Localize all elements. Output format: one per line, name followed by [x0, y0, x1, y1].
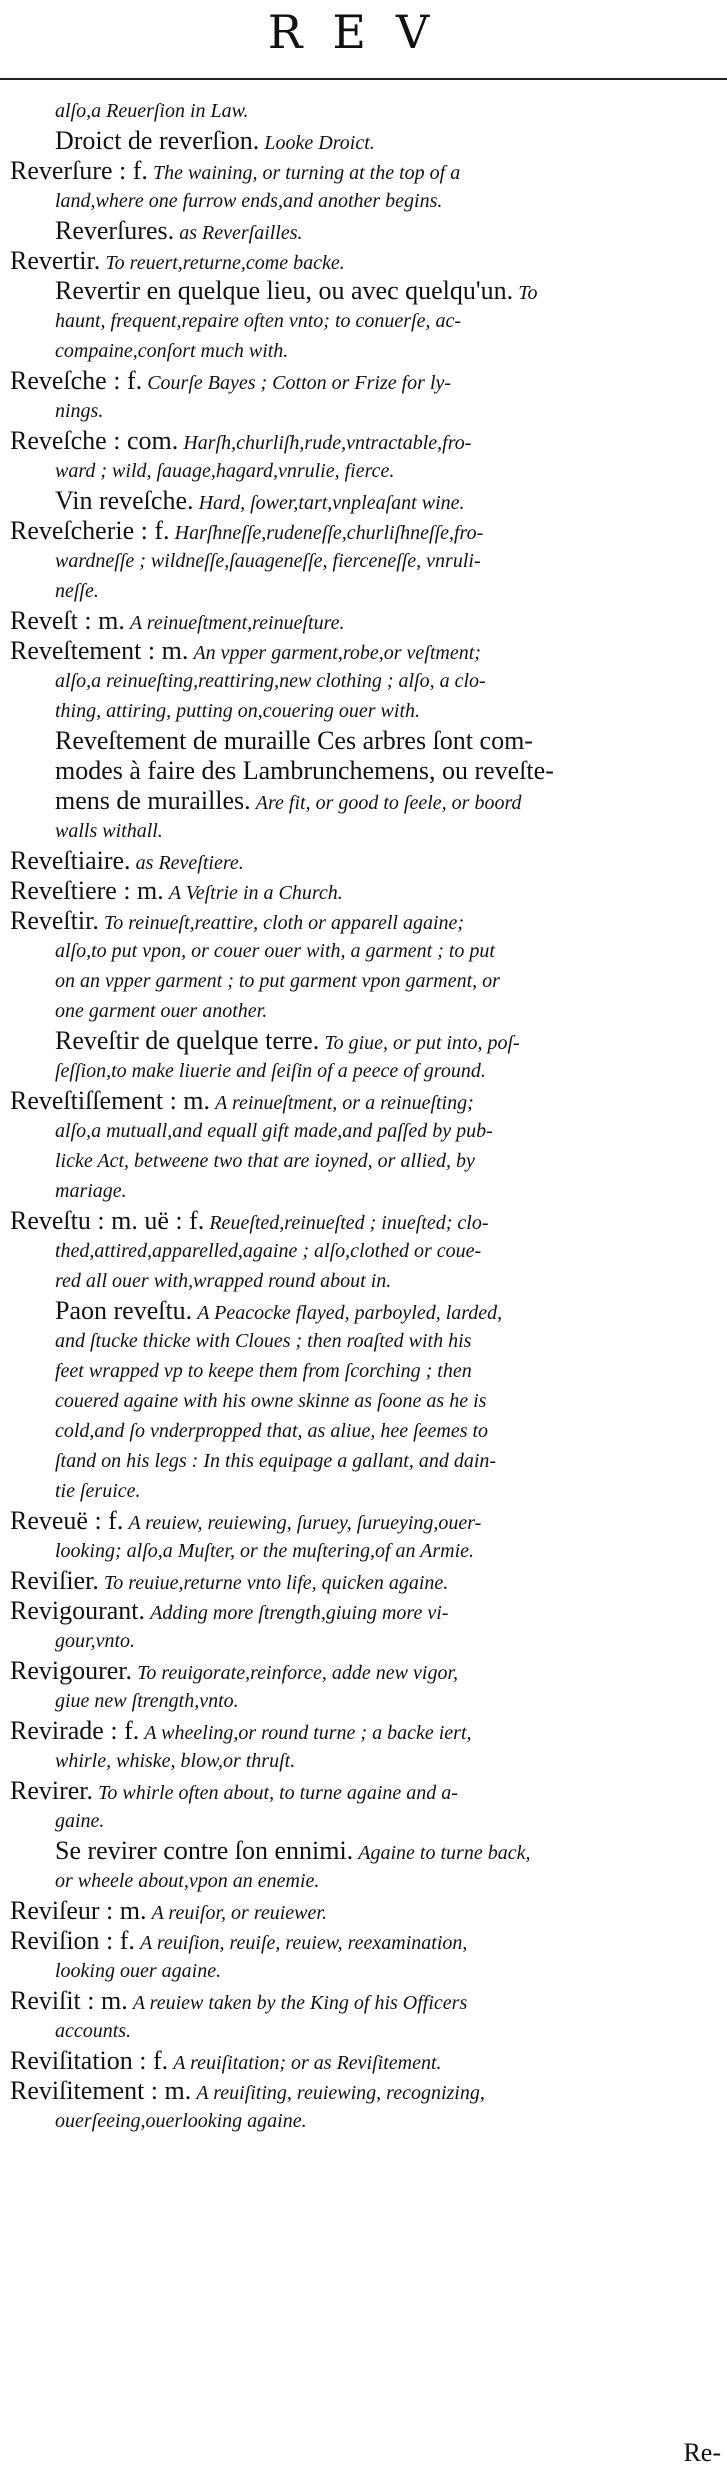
definition-text: wardneſſe ; wildneſſe,ſauageneſſe, fierceneſſe, vnruli-: [55, 550, 481, 572]
headword: Reverſure : f.: [10, 156, 148, 185]
dictionary-entry: [10, 276, 720, 366]
headword: Revertir.: [10, 246, 101, 275]
definition-text: whirle, whiske, blow,or thruſt.: [55, 1750, 296, 1772]
headword: Revigourer.: [10, 1656, 133, 1685]
entry-line: [10, 1626, 720, 1656]
headword: Reveſtement : m.: [10, 636, 189, 665]
definition-text: as Reveſtiere.: [135, 852, 244, 874]
dictionary-entry: [10, 1926, 720, 1986]
headword: Reviſitement : m.: [10, 2076, 192, 2105]
definition-text: one garment ouer another.: [55, 1000, 268, 1022]
entry-line: [10, 1206, 720, 1236]
entry-line: [10, 1506, 720, 1536]
entry-line: [10, 1476, 720, 1506]
definition-text: ſeſſion,to make liuerie and ſeiſin of a peece of ground.: [55, 1060, 486, 1082]
definition-text: couered againe with his owne skinne as ſoone as he is: [55, 1390, 487, 1412]
dictionary-entry: [10, 1656, 720, 1716]
headword: mens de murailles.: [55, 786, 251, 815]
entry-line: [10, 216, 720, 246]
definition-text: To whirle often about, to turne againe and a-: [98, 1782, 458, 1804]
entry-line: [10, 2016, 720, 2046]
definition-text: licke Act, betweene two that are ioyned, or allied, by: [55, 1150, 475, 1172]
definition-text: thed,attired,apparelled,againe ; alſo,clothed or coue-: [55, 1240, 482, 1262]
definition-text: A reuiew, reuiewing, ſuruey, ſurueying,ouer-: [128, 1512, 482, 1534]
headword: Reviſier.: [10, 1566, 99, 1595]
definition-text: giue new ſtrength,vnto.: [55, 1690, 239, 1712]
definition-text: ouerſeeing,ouerlooking againe.: [55, 2110, 307, 2132]
definition-text: To reuiue,returne vnto life, quicken againe.: [103, 1572, 449, 1594]
entry-line: [10, 1776, 720, 1806]
entry-line: [10, 756, 720, 786]
dictionary-entry: [10, 1026, 720, 1086]
headword: Reviſitation : f.: [10, 2046, 169, 2075]
entry-line: [10, 696, 720, 726]
headword: Reveſtir.: [10, 906, 99, 935]
entry-line: [10, 1986, 720, 2016]
definition-text: Courſe Bayes ; Cotton or Frize for ly-: [147, 372, 452, 394]
definition-text: A reuiſor, or reuiewer.: [151, 1902, 327, 1924]
entry-line: [10, 846, 720, 876]
headword: Reveſtiere : m.: [10, 876, 164, 905]
definition-text: ward ; wild, ſauage,hagard,vnrulie, fierce.: [55, 460, 395, 482]
definition-text: A wheeling,or round turne ; a backe iert,: [144, 1722, 472, 1744]
entry-line: [10, 1446, 720, 1476]
definition-text: or wheele about,vpon an enemie.: [55, 1870, 320, 1892]
entry-line: [10, 636, 720, 666]
headword: Reveſche : f.: [10, 366, 143, 395]
definition-text: cold,and ſo vnderpropped that, as aliue, hee ſeemes to: [55, 1420, 489, 1442]
entry-line: [10, 876, 720, 906]
catchword: Re-: [683, 2438, 721, 2467]
definition-text: alſo,to put vpon, or couer ouer with, a garment ; to put: [55, 940, 495, 962]
definition-text: To reuigorate,reinforce, adde new vigor,: [137, 1662, 459, 1684]
entry-line: [10, 516, 720, 546]
entry-line: [10, 1356, 720, 1386]
entry-line: [10, 2106, 720, 2136]
definition-text: walls withall.: [55, 820, 163, 842]
entry-line: [10, 276, 720, 306]
dictionary-entry: [10, 1716, 720, 1776]
definition-text: Adding more ſtrength,giuing more vi-: [150, 1602, 449, 1624]
definition-text: A reuiſiting, reuiewing, recognizing,: [196, 2082, 485, 2104]
definition-text: To giue, or put into, poſ-: [324, 1032, 520, 1054]
entry-line: [10, 426, 720, 456]
definition-text: A Veſtrie in a Church.: [168, 882, 343, 904]
definition-text: To reinueſt,reattire, cloth or apparell againe;: [103, 912, 465, 934]
definition-text: A reinueſtment, or a reinueſting;: [215, 1092, 474, 1114]
definition-text: A reuiew taken by the King of his Officers: [132, 1992, 468, 2014]
entry-line: [10, 1806, 720, 1836]
entry-line: [10, 1686, 720, 1716]
dictionary-entry: [10, 1566, 720, 1596]
definition-text: looking ouer againe.: [55, 1960, 222, 1982]
definition-text: feet wrapped vp to keepe them from ſcorching ; then: [55, 1360, 472, 1382]
definition-text: Hard, ſower,tart,vnpleaſant wine.: [198, 492, 465, 514]
dictionary-entry: [10, 1896, 720, 1926]
entry-line: [10, 1386, 720, 1416]
dictionary-entry: [10, 516, 720, 606]
definition-text: tie ſeruice.: [55, 1480, 141, 1502]
entry-line: [10, 2046, 720, 2076]
dictionary-entry: [10, 2076, 720, 2136]
headword: Reveſtiaire.: [10, 846, 131, 875]
dictionary-entry: [10, 1506, 720, 1566]
entry-line: [10, 1026, 720, 1056]
entry-line: [10, 246, 720, 276]
headword: Revigourant.: [10, 1596, 146, 1625]
definition-text: The waining, or turning at the top of a: [152, 162, 461, 184]
dictionary-entry: [10, 906, 720, 1026]
entry-line: [10, 96, 720, 126]
entry-line: [10, 1116, 720, 1146]
entry-line: [10, 1896, 720, 1926]
entry-line: [10, 366, 720, 396]
page-header: REV: [267, 5, 460, 59]
dictionary-entry: [10, 1086, 720, 1206]
definition-text: alſo,a mutuall,and equall gift made,and paſſed by pub-: [55, 1120, 493, 1142]
entry-line: [10, 1926, 720, 1956]
definition-text: Againe to turne back,: [358, 1842, 531, 1864]
dictionary-entry: [10, 2046, 720, 2076]
entry-line: [10, 2076, 720, 2106]
dictionary-entry: [10, 366, 720, 426]
entry-line: [10, 1266, 720, 1296]
definition-text: A Peacocke flayed, parboyled, larded,: [197, 1302, 503, 1324]
definition-text: Harſhneſſe,rudeneſſe,churliſhneſſe,fro-: [174, 522, 484, 544]
dictionary-entry: [10, 606, 720, 636]
dictionary-entry: [10, 726, 720, 846]
definition-text: looking; alſo,a Muſter, or the muſtering,of an Armie.: [55, 1540, 475, 1562]
dictionary-entry: [10, 1296, 720, 1506]
dictionary-entry: [10, 216, 720, 246]
definition-text: ſtand on his legs : In this equipage a gallant, and dain-: [55, 1450, 497, 1472]
definition-text: gour,vnto.: [55, 1630, 135, 1652]
entry-line: [10, 1716, 720, 1746]
entry-line: [10, 1656, 720, 1686]
dictionary-entry: [10, 156, 720, 216]
entry-line: [10, 726, 720, 756]
entry-line: [10, 666, 720, 696]
definition-text: alſo,a reinueſting,reattiring,new clothing ; alſo, a clo-: [55, 670, 486, 692]
entry-line: [10, 1746, 720, 1776]
headword: Reviſion : f.: [10, 1926, 135, 1955]
entry-line: [10, 906, 720, 936]
definition-text: land,where one furrow ends,and another begins.: [55, 190, 443, 212]
definition-text: alſo,a Reuerſion in Law.: [55, 100, 249, 122]
headword: Se revirer contre ſon ennimi.: [55, 1836, 354, 1865]
definition-text: nings.: [55, 400, 104, 422]
definition-text: neſſe.: [55, 580, 99, 602]
dictionary-entry: [10, 1986, 720, 2046]
headword: Paon reveſtu.: [55, 1296, 193, 1325]
entry-line: [10, 786, 720, 816]
definition-text: haunt, frequent,repaire often vnto; to conuerſe, ac-: [55, 310, 462, 332]
headword: Reveſtir de quelque terre.: [55, 1026, 320, 1055]
entry-line: [10, 546, 720, 576]
entry-line: [10, 1176, 720, 1206]
definition-text: on an vpper garment ; to put garment vpon garment, or: [55, 970, 500, 992]
headword: Reveuë : f.: [10, 1506, 124, 1535]
dictionary-entry: [10, 1836, 720, 1896]
definition-text: and ſtucke thicke with Cloues ; then roaſted with his: [55, 1330, 472, 1352]
definition-text: A reuiſitation; or as Reviſitement.: [173, 2052, 442, 2074]
headword: Reveſtiſſement : m.: [10, 1086, 211, 1115]
entry-line: [10, 1056, 720, 1086]
definition-text: A reinueſtment,reinueſture.: [129, 612, 345, 634]
entry-line: [10, 306, 720, 336]
entry-line: [10, 1236, 720, 1266]
header-rule: [0, 78, 727, 80]
entry-line: [10, 996, 720, 1026]
entry-line: [10, 1296, 720, 1326]
definition-text: Looke Droict.: [264, 132, 375, 154]
entry-line: [10, 606, 720, 636]
headword: Reviſit : m.: [10, 1986, 128, 2015]
definition-text: gaine.: [55, 1810, 105, 1832]
entry-line: [10, 126, 720, 156]
dictionary-entry: [10, 846, 720, 876]
entry-line: [10, 486, 720, 516]
entry-line: [10, 966, 720, 996]
headword: Reviſeur : m.: [10, 1896, 147, 1925]
headword: modes à faire des Lambrunchemens, ou reveſte-: [55, 756, 554, 785]
headword: Vin reveſche.: [55, 486, 194, 515]
entry-line: [10, 576, 720, 606]
definition-text: Reueſted,reinueſted ; inueſted; clo-: [209, 1212, 489, 1234]
entry-line: [10, 1086, 720, 1116]
entry-line: [10, 156, 720, 186]
entry-line: [10, 1146, 720, 1176]
entry-line: [10, 1536, 720, 1566]
entry-line: [10, 1326, 720, 1356]
definition-text: A reuiſion, reuiſe, reuiew, reexamination,: [140, 1932, 468, 1954]
definition-text: accounts.: [55, 2020, 132, 2042]
entry-line: [10, 1956, 720, 1986]
entries-column: [10, 96, 720, 2136]
definition-text: To: [518, 282, 538, 304]
dictionary-entry: [10, 1776, 720, 1836]
headword: Reveſtement de muraille Ces arbres ſont com-: [55, 726, 533, 755]
headword: Revirade : f.: [10, 1716, 140, 1745]
entry-line: [10, 186, 720, 216]
definition-text: thing, attiring, putting on,couering ouer with.: [55, 700, 420, 722]
dictionary-entry: [10, 1206, 720, 1296]
dictionary-entry: [10, 426, 720, 486]
definition-text: To reuert,returne,come backe.: [105, 252, 345, 274]
entry-line: [10, 1416, 720, 1446]
headword: Reveſtu : m. uë : f.: [10, 1206, 205, 1235]
dictionary-entry: [10, 636, 720, 726]
dictionary-entry: [10, 486, 720, 516]
entry-line: [10, 936, 720, 966]
entry-line: [10, 1836, 720, 1866]
headword: Reverſures.: [55, 216, 175, 245]
dictionary-entry: [10, 1596, 720, 1656]
entry-line: [10, 1866, 720, 1896]
dictionary-entry: [10, 246, 720, 276]
dictionary-entry: [10, 876, 720, 906]
definition-text: compaine,conſort much with.: [55, 340, 289, 362]
headword: Revirer.: [10, 1776, 94, 1805]
definition-text: Are fit, or good to ſeele, or boord: [255, 792, 522, 814]
definition-text: Harſh,churliſh,rude,vntractable,fro-: [183, 432, 472, 454]
definition-text: as Reverſailles.: [179, 222, 303, 244]
definition-text: mariage.: [55, 1180, 127, 1202]
entry-line: [10, 1596, 720, 1626]
definition-text: An vpper garment,robe,or veſtment;: [193, 642, 481, 664]
entry-line: [10, 396, 720, 426]
entry-line: [10, 336, 720, 366]
headword: Droict de reverſion.: [55, 126, 260, 155]
headword: Reveſt : m.: [10, 606, 125, 635]
headword: Revertir en quelque lieu, ou avec quelqu'un.: [55, 276, 514, 305]
entry-line: [10, 1566, 720, 1596]
entry-line: [10, 816, 720, 846]
headword: Reveſche : com.: [10, 426, 179, 455]
entry-line: [10, 456, 720, 486]
definition-text: red all ouer with,wrapped round about in.: [55, 1270, 392, 1292]
headword: Reveſcherie : f.: [10, 516, 170, 545]
dictionary-entry: [10, 96, 720, 156]
